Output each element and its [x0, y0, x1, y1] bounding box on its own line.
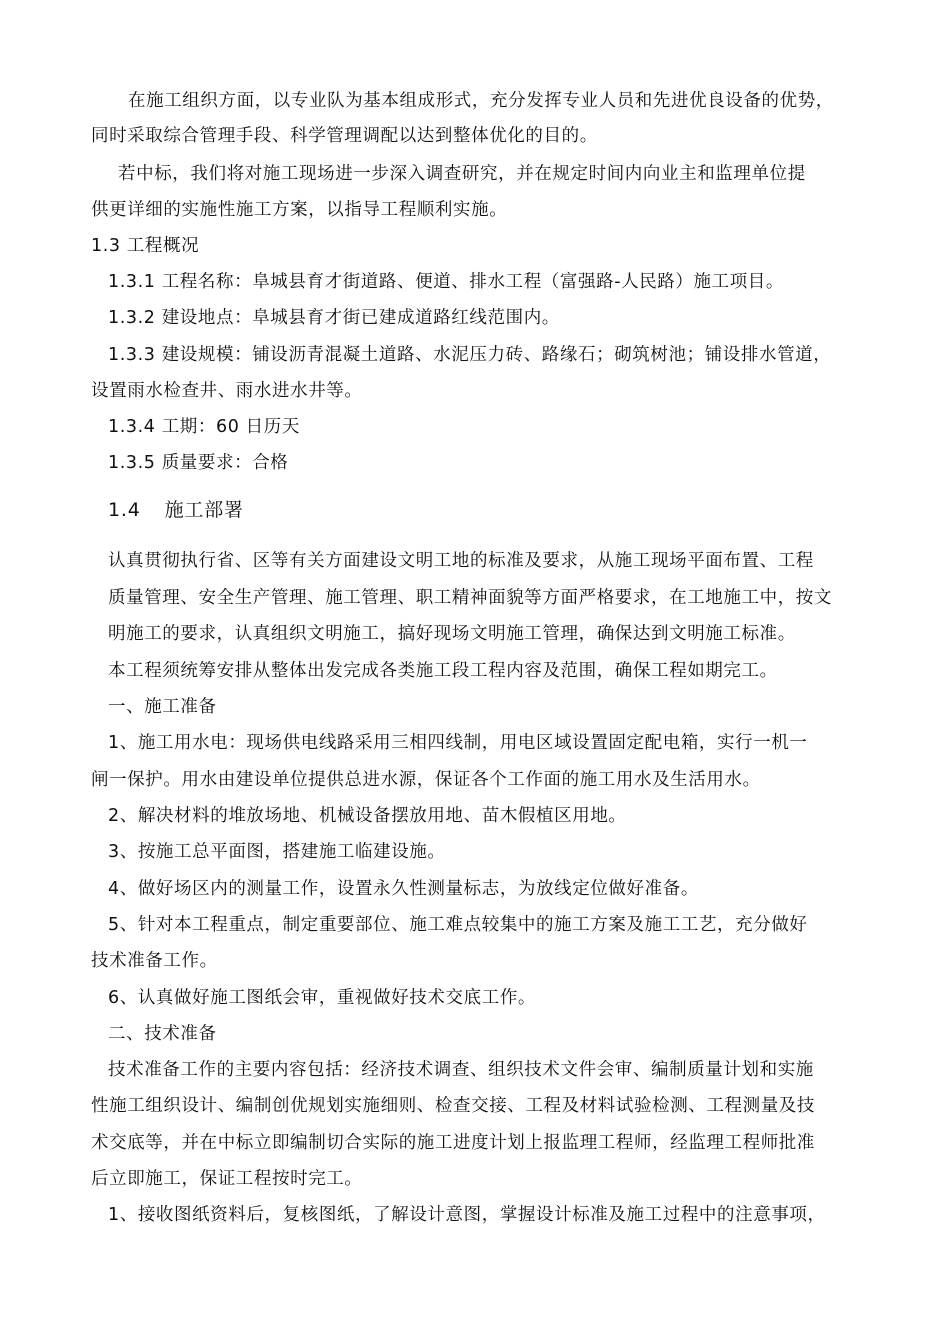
paragraph-line: 本工程须统筹安排从整体出发完成各类施工段工程内容及范围，确保工程如期完工。: [108, 661, 778, 681]
paragraph-line: 术交底等，并在中标立即编制切合实际的施工进度计划上报监理工程师，经监理工程师批准: [91, 1133, 815, 1153]
site-location-line: 1.3.2 建设地点：阜城县育才街已建成道路红线范围内。: [108, 308, 560, 328]
list-item-cont: 闸一保护。用水由建设单位提供总进水源，保证各个工作面的施工用水及生活用水。: [91, 770, 761, 790]
section-title: 施工部署: [164, 499, 244, 521]
list-item: 2、解决材料的堆放场地、机械设备摆放用地、苗木假植区用地。: [108, 806, 627, 826]
subsection-heading: 一、施工准备: [108, 697, 217, 717]
paragraph-line: 技术准备工作的主要内容包括：经济技术调查、组织技术文件会审、编制质量计划和实施: [108, 1060, 814, 1080]
paragraph-line: 后立即施工，保证工程按时完工。: [91, 1169, 363, 1189]
list-item: 5、针对本工程重点，制定重要部位、施工难点较集中的施工方案及施工工艺，充分做好: [108, 915, 808, 935]
list-item: 1、接收图纸资料后，复核图纸，了解设计意图，掌握设计标准及施工过程中的注意事项，: [108, 1205, 826, 1225]
subsection-heading: 二、技术准备: [108, 1024, 217, 1044]
scale-line: 1.3.3 建设规模：铺设沥青混凝土道路、水泥压力砖、路缘石；砌筑树池；铺设排水管道，: [108, 345, 832, 365]
list-item: 1、施工用水电：现场供电线路采用三相四线制，用电区域设置固定配电箱，实行一机一: [108, 733, 808, 753]
paragraph-line: 同时采取综合管理手段、科学管理调配以达到整体优化的目的。: [91, 126, 598, 146]
duration-line: 1.3.4 工期：60 日历天: [108, 417, 300, 437]
list-item: 3、按施工总平面图，搭建施工临建设施。: [108, 842, 446, 862]
paragraph-line: 质量管理、安全生产管理、施工管理、职工精神面貌等方面严格要求，在工地施工中，按文: [108, 588, 832, 608]
section-heading-1-4: [108, 498, 244, 522]
paragraph-line: 明施工的要求，认真组织文明施工，搞好现场文明施工管理，确保达到文明施工标准。: [108, 624, 796, 644]
paragraph-line: 认真贯彻执行省、区等有关方面建设文明工地的标准及要求，从施工现场平面布置、工程: [108, 551, 814, 571]
paragraph-line: 在施工组织方面，以专业队为基本组成形式，充分发挥专业人员和先进优良设备的优势，: [128, 91, 834, 111]
paragraph-line: 若中标，我们将对施工现场进一步深入调查研究，并在规定时间内向业主和监理单位提: [118, 164, 806, 184]
list-item-cont: 技术准备工作。: [91, 951, 218, 971]
scale-line-cont: 设置雨水检查井、雨水进水井等。: [91, 381, 363, 401]
project-name-line: 1.3.1 工程名称：阜城县育才街道路、便道、排水工程（富强路-人民路）施工项目。: [108, 272, 785, 292]
paragraph-line: 性施工组织设计、编制创优规划实施细则、检查交接、工程及材料试验检测、工程测量及技: [91, 1096, 815, 1116]
section-number: 1.4: [108, 499, 141, 521]
quality-line: 1.3.5 质量要求：合格: [108, 453, 289, 473]
list-item: 4、做好场区内的测量工作，设置永久性测量标志，为放线定位做好准备。: [108, 879, 699, 899]
section-heading-1-3: 1.3 工程概况: [91, 236, 200, 256]
paragraph-line: 供更详细的实施性施工方案，以指导工程顺利实施。: [91, 200, 508, 220]
list-item: 6、认真做好施工图纸会审，重视做好技术交底工作。: [108, 988, 537, 1008]
